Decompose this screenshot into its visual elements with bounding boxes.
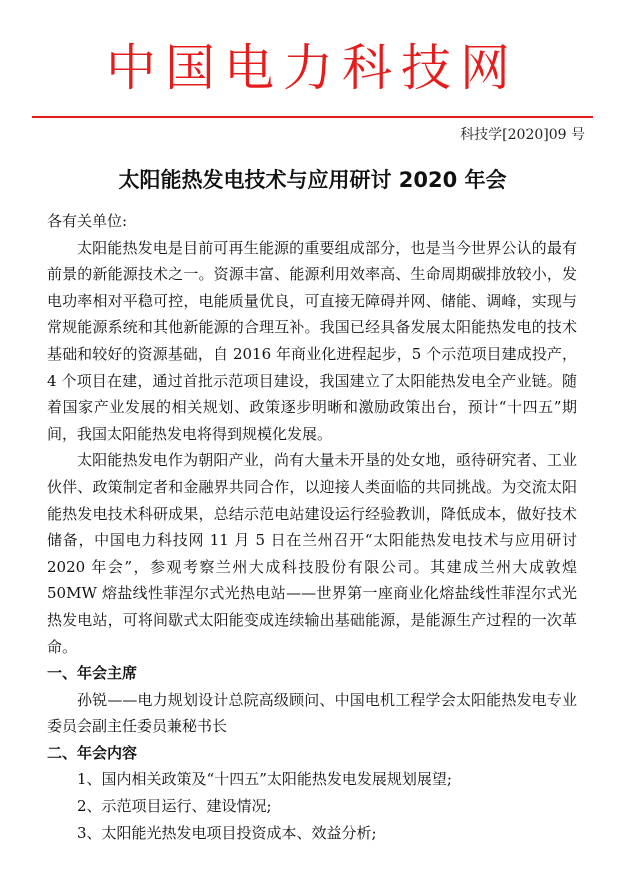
content-item-2: 2、示范项目运行、建设情况; — [77, 797, 272, 816]
paragraph-1: 太阳能热发电是目前可再生能源的重要组成部分，也是当今世界公认的最有前景的新能源技术之一。资源丰富、能源利用效率高、生命周期碳排放较小，发电功率相对平稳可控，电能质量优良，可直接无障碍并网、储能、调峰，实现与常规能源系统和其他新能源的合理互补。我国已经具备发展太阳能热发电的技术基础和较好的资源基础，自 2016 年商业化进程起步，5 个示范项目建成投产，4 个项目在建，通过首批示范项目建设，我国建立了太阳能热发电全产业链。随着国家产业发展的相关规划、政策逐步明晰和激励政策出台，预计“十四五”期间，我国太阳能热发电将得到规模化发展。 — [47, 238, 577, 443]
content-item-1: 1、国内相关政策及“十四五”太阳能热发电发展规划展望; — [77, 770, 452, 789]
section-heading-content: 二、年会内容 — [47, 743, 138, 762]
document-number: 科技学[2020]09 号 — [460, 127, 585, 143]
salutation: 各有关单位: — [47, 212, 128, 230]
document-title: 太阳能热发电技术与应用研讨 2020 年会 — [118, 168, 507, 192]
paragraph-2: 太阳能热发电作为朝阳产业，尚有大量未开垦的处女地，亟待研究者、工业伙伴、政策制定者和金融界共同合作，以迎接人类面临的共同挑战。为交流太阳能热发电技术科研成果，总结示范电站建设运行经验教训，降低成本，做好技术储备，中国电力科技网 11 月 5 日在兰州召开“太阳能热发电技术与应用研讨 2020 年会”，参观考察兰州大成科技股份有限公司。其建成兰州大成敦煌 50MW 熔盐线性菲涅尔式光热电站——世界第一座商业化熔盐线性菲涅尔式光热发电站，可将间歇式太阳能变成连续输出基础能源，是能源生产过程的一次革命。 — [47, 451, 577, 656]
masthead-title: 中国电力科技网 — [106, 39, 519, 97]
document-body — [47, 208, 577, 846]
chair-description: 孙锐——电力规划设计总院高级顾问、中国电机工程学会太阳能热发电专业委员会副主任委员兼秘书长 — [47, 690, 577, 736]
masthead-rule — [32, 116, 593, 118]
section-heading-chair: 一、年会主席 — [47, 664, 138, 683]
content-item-3: 3、太阳能光热发电项目投资成本、效益分析; — [77, 823, 377, 842]
